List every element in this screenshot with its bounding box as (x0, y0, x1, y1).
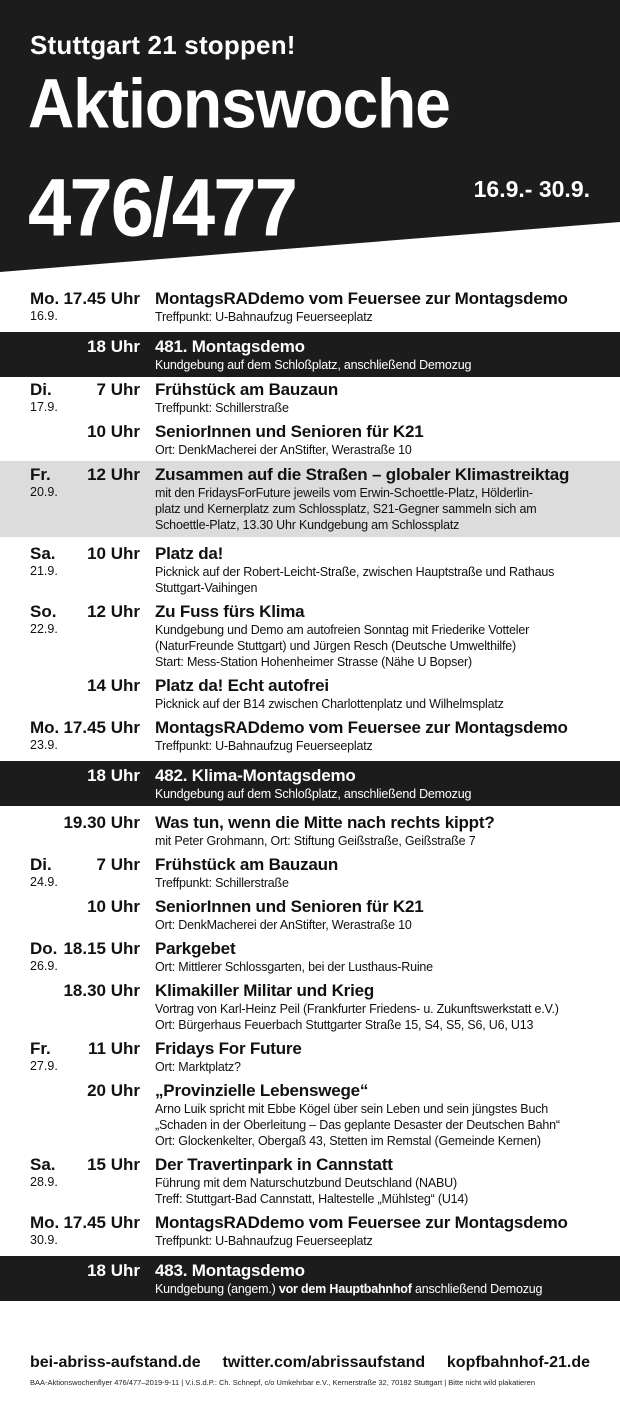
event-desc: Ort: Bürgerhaus Feuerbach Stuttgarter Straße 15, S4, S5, S6, U6, U13 (155, 1018, 534, 1032)
event-desc: Ort: Mittlerer Schlossgarten, bei der Lusthaus-Ruine (155, 960, 433, 974)
event-time: 7 Uhr (96, 380, 140, 399)
event-title: Was tun, wenn die Mitte nach rechts kippt? (155, 813, 495, 832)
event-day: Sa. (30, 544, 56, 563)
event-desc-emphasis: vor dem Hauptbahnhof (278, 1282, 412, 1296)
event-title: SeniorInnen und Senioren für K21 (155, 897, 424, 916)
event-row (0, 810, 620, 852)
event-time: 10 Uhr (87, 897, 140, 916)
event-row (0, 1078, 620, 1152)
event-desc: mit Peter Grohmann, Ort: Stiftung Geißstraße, Geißstraße 7 (155, 834, 476, 848)
event-time: 18.15 Uhr (63, 939, 140, 958)
event-time: 19.30 Uhr (63, 813, 140, 832)
event-day: Fr. (30, 1039, 51, 1058)
event-title: SeniorInnen und Senioren für K21 (155, 422, 424, 441)
event-time: 12 Uhr (87, 465, 140, 484)
header-banner (0, 0, 620, 278)
event-day: Di. (30, 855, 52, 874)
event-desc: Schoettle-Platz, 13.30 Uhr Kundgebung am Schlossplatz (155, 518, 460, 532)
event-title: MontagsRADdemo vom Feuersee zur Montagsdemo (155, 289, 568, 308)
event-row (0, 673, 620, 715)
event-row (0, 715, 620, 757)
event-date: 22.9. (30, 622, 58, 636)
event-desc: Treffpunkt: U-Bahnaufzug Feuerseeplatz (155, 739, 373, 753)
event-desc: Ort: Glockenkelter, Obergaß 43, Stetten im Remstal (Gemeinde Kernen) (155, 1134, 541, 1148)
event-desc: Arno Luik spricht mit Ebbe Kögel über sein Leben und sein jüngstes Buch (155, 1102, 548, 1116)
event-row (0, 1210, 620, 1252)
event-desc (155, 1281, 590, 1297)
event-desc: Führung mit dem Naturschutzbund Deutschland (NABU) (155, 1176, 457, 1190)
event-day: Do. (30, 939, 58, 958)
event-title: Frühstück am Bauzaun (155, 855, 339, 874)
event-row-highlight (0, 332, 620, 377)
event-desc: Treffpunkt: U-Bahnaufzug Feuerseeplatz (155, 310, 373, 324)
event-date: 17.9. (30, 400, 58, 414)
event-date: 28.9. (30, 1175, 58, 1189)
event-title: 482. Klima-Montagsdemo (155, 766, 356, 785)
event-row-highlight (0, 761, 620, 806)
event-day: Mo. (30, 289, 60, 308)
event-date: 23.9. (30, 738, 58, 752)
event-desc: Treff: Stuttgart-Bad Cannstatt, Haltestelle „Mühlsteg“ (U14) (155, 1192, 469, 1206)
event-time: 18 Uhr (87, 337, 140, 356)
event-list (0, 286, 620, 1301)
header-title: Aktionswoche (28, 65, 450, 143)
event-title: 483. Montagsdemo (155, 1261, 305, 1280)
event-desc: Kundgebung und Demo am autofreien Sonntag mit Friederike Votteler (155, 623, 530, 637)
header-dates: 16.9.- 30.9. (473, 176, 590, 202)
event-row (0, 978, 620, 1036)
event-row (0, 419, 620, 461)
event-time: 10 Uhr (87, 544, 140, 563)
event-title: Parkgebet (155, 939, 236, 958)
event-day: Mo. (30, 1213, 60, 1232)
imprint: BAA-Aktionswochenflyer 476/477–2019-9-11 | V.i.S.d.P.: Ch. Schnepf, c/o Umkehrbar e.V., Kernerstraße 32, 70182 Stuttgart | Bitte nicht wild plakatieren (30, 1378, 536, 1387)
event-row (0, 1036, 620, 1078)
event-desc-part: Kundgebung (angem.) (155, 1282, 279, 1296)
event-row (0, 286, 620, 328)
event-title: Frühstück am Bauzaun (155, 380, 339, 399)
event-time: 17.45 Uhr (63, 289, 140, 308)
link-website[interactable]: bei-abriss-aufstand.de (30, 1354, 201, 1371)
event-row-highlight (0, 1256, 620, 1301)
event-desc: Kundgebung auf dem Schloßplatz, anschließend Demozug (155, 787, 472, 801)
event-day: Di. (30, 380, 52, 399)
event-time: 18 Uhr (87, 766, 140, 785)
event-desc: Ort: Marktplatz? (155, 1060, 241, 1074)
event-row (0, 936, 620, 978)
event-desc: (NaturFreunde Stuttgart) und Jürgen Resch (Deutsche Umwelthilfe) (155, 639, 516, 653)
event-date: 21.9. (30, 564, 58, 578)
event-row (0, 1152, 620, 1210)
event-row (0, 599, 620, 673)
event-title: Klimakiller Militar und Krieg (155, 981, 375, 1000)
event-row (0, 541, 620, 599)
event-day: Mo. (30, 718, 60, 737)
event-date: 24.9. (30, 875, 58, 889)
event-date: 30.9. (30, 1233, 58, 1247)
event-time: 14 Uhr (87, 676, 140, 695)
event-time: 18 Uhr (87, 1261, 140, 1280)
event-desc: Vortrag von Karl-Heinz Peil (Frankfurter Friedens- u. Zukunftswerkstatt e.V.) (155, 1002, 559, 1016)
event-day: So. (30, 602, 57, 621)
event-desc: Picknick auf der B14 zwischen Charlottenplatz und Wilhelmsplatz (155, 697, 504, 711)
event-title: 481. Montagsdemo (155, 337, 305, 356)
event-row (0, 852, 620, 894)
event-time: 17.45 Uhr (63, 1213, 140, 1232)
event-desc: mit den FridaysForFuture jeweils vom Erwin-Schoettle-Platz, Hölderlin- (155, 486, 533, 500)
event-row-climate-strike (0, 461, 620, 537)
event-row (0, 894, 620, 936)
link-kopfbahnhof[interactable]: kopfbahnhof-21.de (446, 1354, 590, 1371)
event-day: Sa. (30, 1155, 56, 1174)
event-title: MontagsRADdemo vom Feuersee zur Montagsdemo (155, 1213, 568, 1232)
event-desc: Treffpunkt: Schillerstraße (155, 876, 289, 890)
event-desc: Start: Mess-Station Hohenheimer Strasse (Nähe U Bopser) (155, 655, 472, 669)
event-title: „Provinzielle Lebenswege“ (155, 1081, 369, 1100)
event-date: 20.9. (30, 485, 58, 499)
event-desc: „Schaden in der Oberleitung – Das geplante Desaster der Deutschen Bahn“ (155, 1118, 560, 1132)
event-title: Zu Fuss fürs Klima (155, 602, 305, 621)
footer (0, 1354, 620, 1387)
event-row (0, 377, 620, 419)
event-date: 26.9. (30, 959, 58, 973)
event-desc: Ort: DenkMacherei der AnStifter, Werastraße 10 (155, 918, 412, 932)
event-title: MontagsRADdemo vom Feuersee zur Montagsdemo (155, 718, 568, 737)
event-desc: Treffpunkt: U-Bahnaufzug Feuerseeplatz (155, 1234, 373, 1248)
event-time: 20 Uhr (87, 1081, 140, 1100)
event-time: 10 Uhr (87, 422, 140, 441)
event-desc: platz und Kernerplatz zum Schlossplatz, S21-Gegner sammeln sich am (155, 502, 537, 516)
link-twitter[interactable]: twitter.com/abrissaufstand (222, 1354, 426, 1371)
event-title: Fridays For Future (155, 1039, 302, 1058)
event-date: 16.9. (30, 309, 58, 323)
event-time: 7 Uhr (96, 855, 140, 874)
event-desc-part: anschließend Demozug (411, 1282, 543, 1296)
event-desc: Picknick auf der Robert-Leicht-Straße, zwischen Hauptstraße und Rathaus (155, 565, 555, 579)
event-time: 15 Uhr (87, 1155, 140, 1174)
event-date: 27.9. (30, 1059, 58, 1073)
event-title: Zusammen auf die Straßen – globaler Klimastreiktag (155, 465, 570, 484)
event-time: 18.30 Uhr (63, 981, 140, 1000)
event-desc: Stuttgart-Vaihingen (155, 581, 258, 595)
event-title: Platz da! (155, 544, 224, 563)
event-desc: Ort: DenkMacherei der AnStifter, Werastraße 10 (155, 443, 412, 457)
header-number: 476/477 (28, 161, 296, 254)
event-time: 12 Uhr (87, 602, 140, 621)
event-time: 11 Uhr (88, 1039, 140, 1058)
event-title: Der Travertinpark in Cannstatt (155, 1155, 393, 1174)
event-desc: Treffpunkt: Schillerstraße (155, 401, 289, 415)
event-time: 17.45 Uhr (63, 718, 140, 737)
header-subtitle: Stuttgart 21 stoppen! (30, 30, 296, 60)
event-day: Fr. (30, 465, 51, 484)
event-title: Platz da! Echt autofrei (155, 676, 329, 695)
event-desc: Kundgebung auf dem Schloßplatz, anschließend Demozug (155, 358, 472, 372)
